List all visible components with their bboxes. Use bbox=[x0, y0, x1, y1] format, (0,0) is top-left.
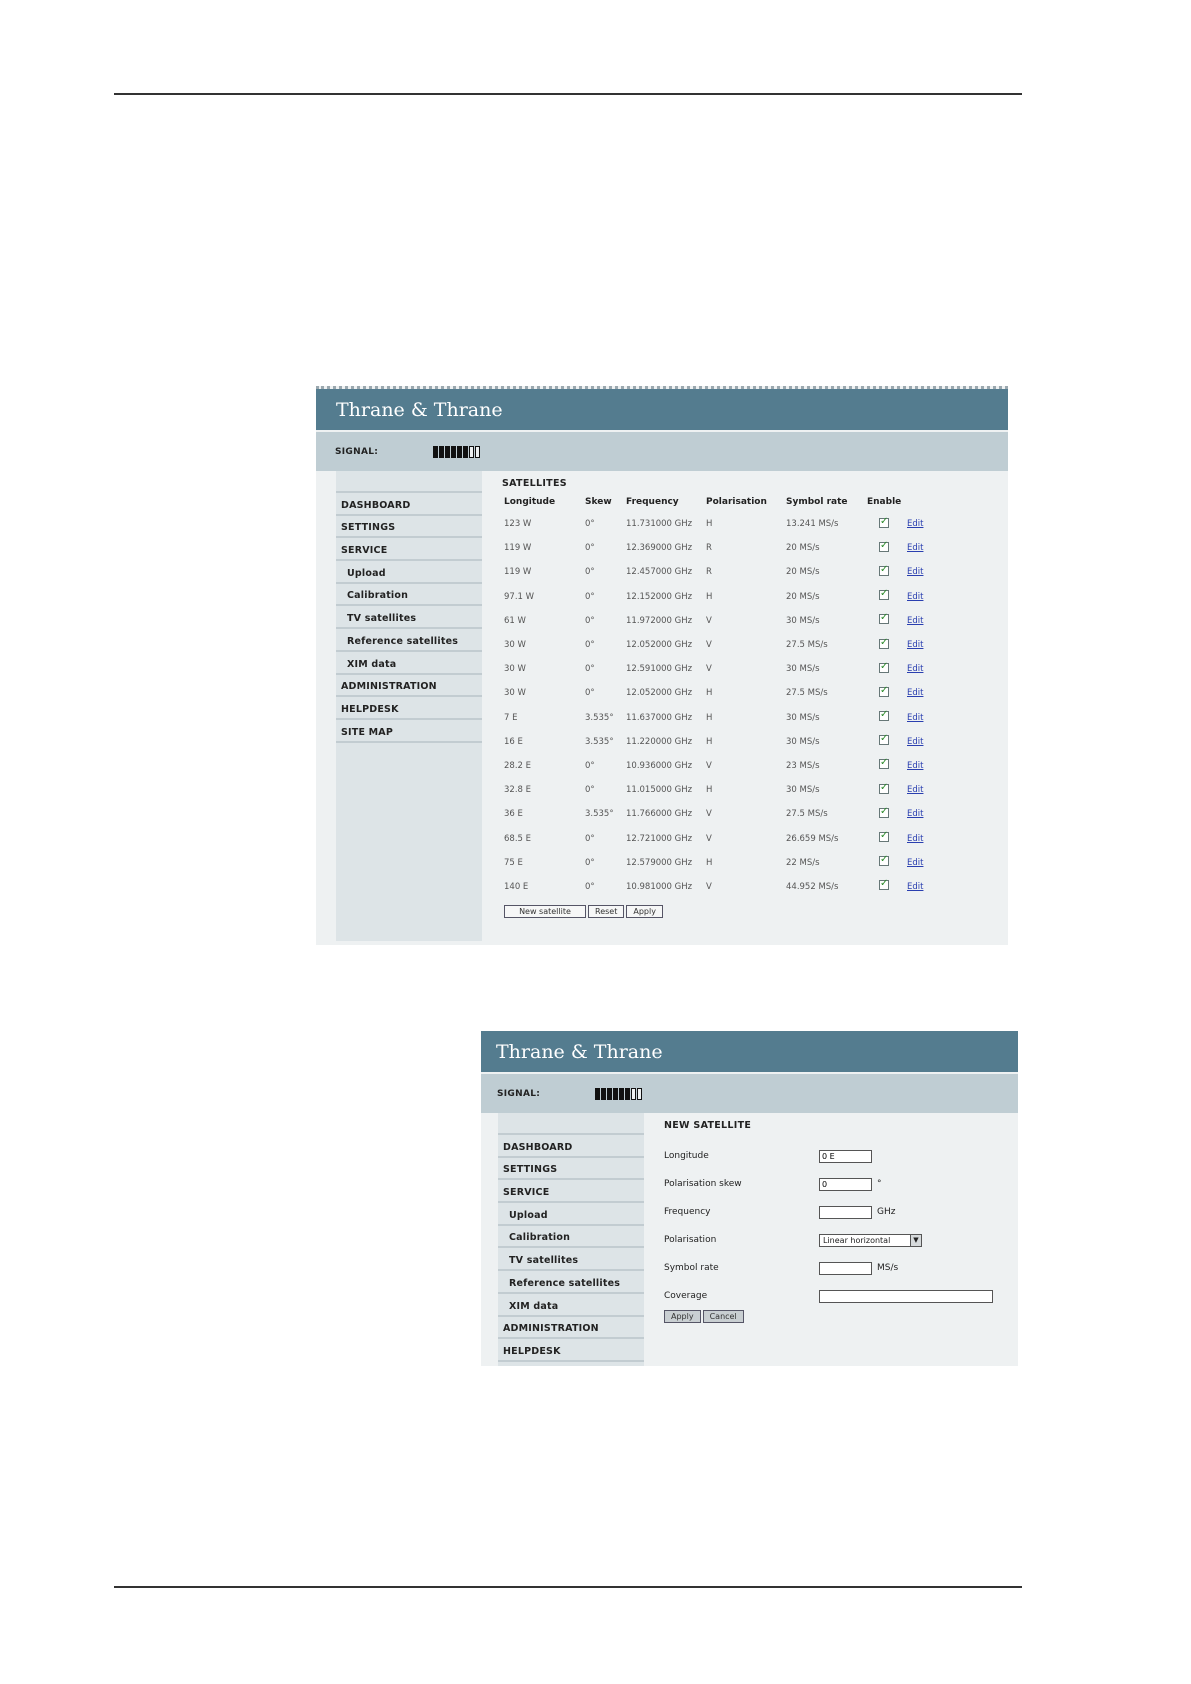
enable-checkbox[interactable] bbox=[879, 856, 889, 866]
edit-link[interactable]: Edit bbox=[907, 712, 924, 723]
sidebar-item-xim-data[interactable]: XIM data bbox=[336, 652, 482, 675]
col-frequency: Frequency bbox=[626, 497, 679, 507]
form-title: NEW SATELLITE bbox=[664, 1120, 752, 1131]
symbol-rate-cell: 20 MS/s bbox=[786, 567, 820, 578]
symbol-rate-cell: 13.241 MS/s bbox=[786, 519, 839, 530]
signal-bar bbox=[316, 430, 1008, 471]
sidebar-spacer bbox=[336, 471, 482, 493]
section-title: SATELLITES bbox=[502, 478, 567, 489]
frequency-cell: 12.052000 GHz bbox=[626, 640, 693, 651]
polarisation-cell: V bbox=[706, 833, 712, 844]
polarisation-cell: V bbox=[706, 664, 712, 675]
enable-cell bbox=[867, 657, 907, 681]
skew-cell: 0° bbox=[585, 640, 595, 651]
enable-checkbox[interactable] bbox=[879, 880, 889, 890]
signal-bar-segment bbox=[601, 1088, 606, 1100]
chevron-down-icon[interactable]: ▼ bbox=[910, 1235, 921, 1246]
sidebar-nav bbox=[498, 1113, 644, 1366]
symbol-rate-cell: 20 MS/s bbox=[786, 591, 820, 602]
table-row bbox=[504, 609, 937, 633]
edit-link[interactable]: Edit bbox=[907, 833, 924, 844]
enable-cell bbox=[867, 754, 907, 778]
polarisation-select[interactable] bbox=[819, 1234, 922, 1247]
polarisation-cell: V bbox=[706, 615, 712, 626]
edit-link[interactable]: Edit bbox=[907, 688, 924, 699]
symbol-rate-cell: 22 MS/s bbox=[786, 857, 820, 868]
signal-bar-segment bbox=[631, 1088, 636, 1100]
signal-bar-segment bbox=[445, 446, 450, 458]
frequency-cell: 11.972000 GHz bbox=[626, 615, 693, 626]
longitude-cell: 32.8 E bbox=[504, 785, 531, 796]
longitude-cell: 61 W bbox=[504, 615, 526, 626]
signal-bar-segment bbox=[457, 446, 462, 458]
edit-cell bbox=[907, 706, 937, 730]
signal-bar-segment bbox=[637, 1088, 642, 1100]
table-row bbox=[504, 585, 937, 609]
symbol-rate-cell: 30 MS/s bbox=[786, 712, 820, 723]
table-row bbox=[504, 536, 937, 560]
satellites-section bbox=[482, 471, 1008, 941]
frequency-cell: 11.220000 GHz bbox=[626, 736, 693, 747]
skew-cell: 3.535° bbox=[585, 736, 614, 747]
polarisation-cell: V bbox=[706, 881, 712, 892]
sidebar-item-administration[interactable]: ADMINISTRATION bbox=[498, 1317, 644, 1340]
skew-cell: 3.535° bbox=[585, 712, 614, 723]
signal-bar-segment bbox=[475, 446, 480, 458]
sidebar-item-tv-satellites[interactable]: TV satellites bbox=[498, 1248, 644, 1271]
polarisation-cell: V bbox=[706, 809, 712, 820]
edit-link[interactable]: Edit bbox=[907, 640, 924, 651]
edit-link[interactable]: Edit bbox=[907, 809, 924, 820]
enable-cell bbox=[867, 536, 907, 560]
symbol-rate-row bbox=[664, 1254, 1018, 1282]
signal-bar-segment bbox=[463, 446, 468, 458]
signal-bar-segment bbox=[613, 1088, 618, 1100]
skew-cell: 0° bbox=[585, 881, 595, 892]
edit-cell bbox=[907, 512, 937, 536]
longitude-cell: 30 W bbox=[504, 688, 526, 699]
skew-cell: 0° bbox=[585, 857, 595, 868]
sidebar-item-reference-satellites[interactable]: Reference satellites bbox=[498, 1271, 644, 1294]
enable-cell bbox=[867, 826, 907, 850]
enable-checkbox[interactable] bbox=[879, 784, 889, 794]
symbol-rate-cell: 30 MS/s bbox=[786, 785, 820, 796]
skew-cell: 0° bbox=[585, 543, 595, 554]
longitude-cell: 7 E bbox=[504, 712, 518, 723]
edit-cell bbox=[907, 560, 937, 584]
longitude-cell: 75 E bbox=[504, 857, 523, 868]
edit-link[interactable]: Edit bbox=[907, 615, 924, 626]
sidebar-item-reference-satellites[interactable]: Reference satellites bbox=[336, 629, 482, 652]
coverage-input[interactable] bbox=[819, 1290, 993, 1303]
signal-bar-segment bbox=[625, 1088, 630, 1100]
frequency-cell: 12.579000 GHz bbox=[626, 857, 693, 868]
skew-input[interactable] bbox=[819, 1178, 872, 1191]
edit-link[interactable]: Edit bbox=[907, 543, 924, 554]
sidebar-item-calibration[interactable]: Calibration bbox=[498, 1226, 644, 1249]
edit-cell bbox=[907, 826, 937, 850]
col-enable: Enable bbox=[867, 497, 902, 507]
edit-cell bbox=[907, 585, 937, 609]
polarisation-cell: H bbox=[706, 712, 713, 723]
edit-cell bbox=[907, 657, 937, 681]
new-satellite-form bbox=[644, 1113, 1018, 1366]
frequency-unit: GHz bbox=[877, 1207, 896, 1217]
table-actions bbox=[504, 905, 1008, 918]
sidebar-item-settings[interactable]: SETTINGS bbox=[498, 1158, 644, 1181]
brand-header bbox=[481, 1031, 1018, 1072]
enable-cell bbox=[867, 778, 907, 802]
edit-link[interactable]: Edit bbox=[907, 567, 924, 578]
enable-checkbox[interactable] bbox=[879, 518, 889, 528]
longitude-cell: 97.1 W bbox=[504, 591, 535, 602]
edit-cell bbox=[907, 778, 937, 802]
frequency-cell: 12.591000 GHz bbox=[626, 664, 693, 675]
table-row bbox=[504, 560, 937, 584]
sidebar-item-helpdesk[interactable]: HELPDESK bbox=[336, 697, 482, 720]
longitude-cell: 140 E bbox=[504, 881, 529, 892]
sidebar-item-helpdesk[interactable]: HELPDESK bbox=[498, 1339, 644, 1362]
symbol-rate-cell: 27.5 MS/s bbox=[786, 640, 828, 651]
enable-cell bbox=[867, 851, 907, 875]
longitude-cell: 68.5 E bbox=[504, 833, 531, 844]
signal-strength-meter bbox=[433, 446, 480, 458]
longitude-input[interactable] bbox=[819, 1150, 872, 1163]
skew-label: Polarisation skew bbox=[664, 1179, 742, 1189]
longitude-cell: 123 W bbox=[504, 519, 532, 530]
apply-button[interactable]: Apply bbox=[664, 1310, 701, 1323]
symbol-rate-label: Symbol rate bbox=[664, 1263, 719, 1273]
brand-header bbox=[316, 389, 1008, 430]
frequency-row bbox=[664, 1198, 1018, 1226]
edit-cell bbox=[907, 633, 937, 657]
enable-cell bbox=[867, 875, 907, 899]
skew-cell: 3.535° bbox=[585, 809, 614, 820]
sidebar-spacer bbox=[498, 1113, 644, 1135]
page-bottom-rule bbox=[114, 1586, 1022, 1588]
frequency-cell: 10.936000 GHz bbox=[626, 760, 693, 771]
enable-checkbox[interactable] bbox=[879, 663, 889, 673]
skew-cell: 0° bbox=[585, 591, 595, 602]
table-row bbox=[504, 754, 937, 778]
sidebar-item-upload[interactable]: Upload bbox=[336, 561, 482, 584]
polarisation-cell: H bbox=[706, 688, 713, 699]
edit-link[interactable]: Edit bbox=[907, 785, 924, 796]
longitude-label: Longitude bbox=[664, 1151, 709, 1161]
enable-cell bbox=[867, 560, 907, 584]
table-row bbox=[504, 802, 937, 826]
longitude-cell: 16 E bbox=[504, 736, 523, 747]
sidebar-item-settings[interactable]: SETTINGS bbox=[336, 516, 482, 539]
signal-bar-segment bbox=[607, 1088, 612, 1100]
longitude-cell: 36 E bbox=[504, 809, 523, 820]
edit-cell bbox=[907, 536, 937, 560]
form-actions bbox=[664, 1310, 1018, 1323]
enable-cell bbox=[867, 706, 907, 730]
page-top-rule bbox=[114, 93, 1022, 95]
symbol-rate-cell: 30 MS/s bbox=[786, 736, 820, 747]
table-row bbox=[504, 730, 937, 754]
table-row bbox=[504, 851, 937, 875]
skew-cell: 0° bbox=[585, 785, 595, 796]
coverage-label: Coverage bbox=[664, 1291, 708, 1301]
polarisation-cell: H bbox=[706, 591, 713, 602]
polarisation-cell: R bbox=[706, 567, 712, 578]
polarisation-cell: H bbox=[706, 785, 713, 796]
signal-strength-meter bbox=[595, 1088, 642, 1100]
frequency-cell: 12.052000 GHz bbox=[626, 688, 693, 699]
skew-unit: ° bbox=[877, 1179, 882, 1189]
edit-cell bbox=[907, 875, 937, 899]
skew-cell: 0° bbox=[585, 760, 595, 771]
enable-checkbox[interactable] bbox=[879, 711, 889, 721]
sidebar-item-dashboard[interactable]: DASHBOARD bbox=[336, 493, 482, 516]
col-symbol-rate: Symbol rate bbox=[786, 497, 848, 507]
table-header-row bbox=[504, 492, 937, 512]
sidebar-item-tv-satellites[interactable]: TV satellites bbox=[336, 606, 482, 629]
edit-link[interactable]: Edit bbox=[907, 736, 924, 747]
enable-checkbox[interactable] bbox=[879, 735, 889, 745]
polarisation-cell: H bbox=[706, 857, 713, 868]
col-skew: Skew bbox=[585, 497, 612, 507]
sidebar-item-administration[interactable]: ADMINISTRATION bbox=[336, 675, 482, 698]
frequency-cell: 11.637000 GHz bbox=[626, 712, 693, 723]
sidebar-item-service[interactable]: SERVICE bbox=[498, 1180, 644, 1203]
skew-cell: 0° bbox=[585, 567, 595, 578]
longitude-cell: 30 W bbox=[504, 664, 526, 675]
signal-bar-segment bbox=[619, 1088, 624, 1100]
enable-cell bbox=[867, 802, 907, 826]
col-polarisation: Polarisation bbox=[706, 497, 767, 507]
edit-link[interactable]: Edit bbox=[907, 519, 924, 530]
frequency-input[interactable] bbox=[819, 1206, 872, 1219]
signal-bar-segment bbox=[439, 446, 444, 458]
skew-row bbox=[664, 1170, 1018, 1198]
enable-checkbox[interactable] bbox=[879, 808, 889, 818]
signal-bar-segment bbox=[469, 446, 474, 458]
table-row bbox=[504, 706, 937, 730]
symbol-rate-unit: MS/s bbox=[877, 1263, 899, 1273]
sidebar-item-site-map[interactable]: SITE MAP bbox=[336, 720, 482, 743]
new-satellite-button[interactable]: New satellite bbox=[504, 905, 586, 918]
enable-checkbox[interactable] bbox=[879, 687, 889, 697]
edit-link[interactable]: Edit bbox=[907, 664, 924, 675]
frequency-cell: 12.457000 GHz bbox=[626, 567, 693, 578]
enable-checkbox[interactable] bbox=[879, 759, 889, 769]
enable-checkbox[interactable] bbox=[879, 639, 889, 649]
enable-cell bbox=[867, 585, 907, 609]
polarisation-row bbox=[664, 1226, 1018, 1254]
frequency-cell: 10.981000 GHz bbox=[626, 881, 693, 892]
brand-logo: Thrane & Thrane bbox=[336, 398, 503, 421]
edit-link[interactable]: Edit bbox=[907, 881, 924, 892]
frequency-cell: 12.152000 GHz bbox=[626, 591, 693, 602]
signal-label: SIGNAL: bbox=[335, 446, 379, 457]
sidebar-item-upload[interactable]: Upload bbox=[498, 1203, 644, 1226]
sidebar-nav bbox=[336, 471, 482, 941]
polarisation-cell: H bbox=[706, 736, 713, 747]
signal-bar-segment bbox=[433, 446, 438, 458]
satellites-table bbox=[504, 492, 937, 899]
sidebar-item-service[interactable]: SERVICE bbox=[336, 538, 482, 561]
edit-cell bbox=[907, 802, 937, 826]
table-row bbox=[504, 875, 937, 899]
skew-cell: 0° bbox=[585, 833, 595, 844]
longitude-cell: 28.2 E bbox=[504, 760, 531, 771]
symbol-rate-cell: 26.659 MS/s bbox=[786, 833, 839, 844]
polarisation-cell: H bbox=[706, 519, 713, 530]
apply-button[interactable]: Apply bbox=[626, 905, 663, 918]
col-edit bbox=[907, 492, 937, 512]
sidebar-item-dashboard[interactable]: DASHBOARD bbox=[498, 1135, 644, 1158]
longitude-row bbox=[664, 1142, 1018, 1170]
longitude-cell: 119 W bbox=[504, 567, 532, 578]
coverage-row bbox=[664, 1282, 1018, 1310]
symbol-rate-cell: 27.5 MS/s bbox=[786, 688, 828, 699]
edit-cell bbox=[907, 851, 937, 875]
skew-cell: 0° bbox=[585, 664, 595, 675]
signal-bar-segment bbox=[451, 446, 456, 458]
brand-logo: Thrane & Thrane bbox=[496, 1040, 663, 1063]
table-row bbox=[504, 681, 937, 705]
symbol-rate-cell: 30 MS/s bbox=[786, 615, 820, 626]
skew-cell: 0° bbox=[585, 615, 595, 626]
symbol-rate-cell: 20 MS/s bbox=[786, 543, 820, 554]
symbol-rate-input[interactable] bbox=[819, 1262, 872, 1275]
frequency-cell: 12.721000 GHz bbox=[626, 833, 693, 844]
table-row bbox=[504, 826, 937, 850]
frequency-label: Frequency bbox=[664, 1207, 711, 1217]
longitude-cell: 30 W bbox=[504, 640, 526, 651]
signal-label: SIGNAL: bbox=[497, 1088, 541, 1099]
sidebar-item-xim-data[interactable]: XIM data bbox=[498, 1294, 644, 1317]
enable-checkbox[interactable] bbox=[879, 614, 889, 624]
table-row bbox=[504, 512, 937, 536]
enable-cell bbox=[867, 633, 907, 657]
enable-checkbox[interactable] bbox=[879, 566, 889, 576]
polarisation-cell: V bbox=[706, 760, 712, 771]
reset-button[interactable]: Reset bbox=[588, 905, 624, 918]
frequency-cell: 12.369000 GHz bbox=[626, 543, 693, 554]
satellites-screenshot bbox=[316, 386, 1008, 945]
edit-link[interactable]: Edit bbox=[907, 760, 924, 771]
polarisation-cell: V bbox=[706, 640, 712, 651]
frequency-cell: 11.731000 GHz bbox=[626, 519, 693, 530]
enable-checkbox[interactable] bbox=[879, 590, 889, 600]
table-row bbox=[504, 778, 937, 802]
enable-cell bbox=[867, 512, 907, 536]
longitude-cell: 119 W bbox=[504, 543, 532, 554]
skew-cell: 0° bbox=[585, 519, 595, 530]
table-row bbox=[504, 657, 937, 681]
skew-cell: 0° bbox=[585, 688, 595, 699]
edit-cell bbox=[907, 730, 937, 754]
symbol-rate-cell: 27.5 MS/s bbox=[786, 809, 828, 820]
frequency-cell: 11.766000 GHz bbox=[626, 809, 693, 820]
enable-cell bbox=[867, 730, 907, 754]
symbol-rate-cell: 30 MS/s bbox=[786, 664, 820, 675]
symbol-rate-cell: 23 MS/s bbox=[786, 760, 820, 771]
enable-checkbox[interactable] bbox=[879, 542, 889, 552]
enable-cell bbox=[867, 681, 907, 705]
edit-cell bbox=[907, 681, 937, 705]
col-longitude: Longitude bbox=[504, 497, 556, 507]
polarisation-cell: R bbox=[706, 543, 712, 554]
frequency-cell: 11.015000 GHz bbox=[626, 785, 693, 796]
polarisation-selected: Linear horizontal bbox=[823, 1235, 891, 1245]
enable-checkbox[interactable] bbox=[879, 832, 889, 842]
table-row bbox=[504, 633, 937, 657]
sidebar-item-calibration[interactable]: Calibration bbox=[336, 584, 482, 607]
new-satellite-screenshot bbox=[481, 1031, 1018, 1366]
signal-bar bbox=[481, 1072, 1018, 1113]
edit-link[interactable]: Edit bbox=[907, 857, 924, 868]
enable-cell bbox=[867, 609, 907, 633]
cancel-button[interactable]: Cancel bbox=[703, 1310, 744, 1323]
edit-cell bbox=[907, 754, 937, 778]
symbol-rate-cell: 44.952 MS/s bbox=[786, 881, 839, 892]
edit-cell bbox=[907, 609, 937, 633]
polarisation-label: Polarisation bbox=[664, 1235, 717, 1245]
signal-bar-segment bbox=[595, 1088, 600, 1100]
edit-link[interactable]: Edit bbox=[907, 591, 924, 602]
